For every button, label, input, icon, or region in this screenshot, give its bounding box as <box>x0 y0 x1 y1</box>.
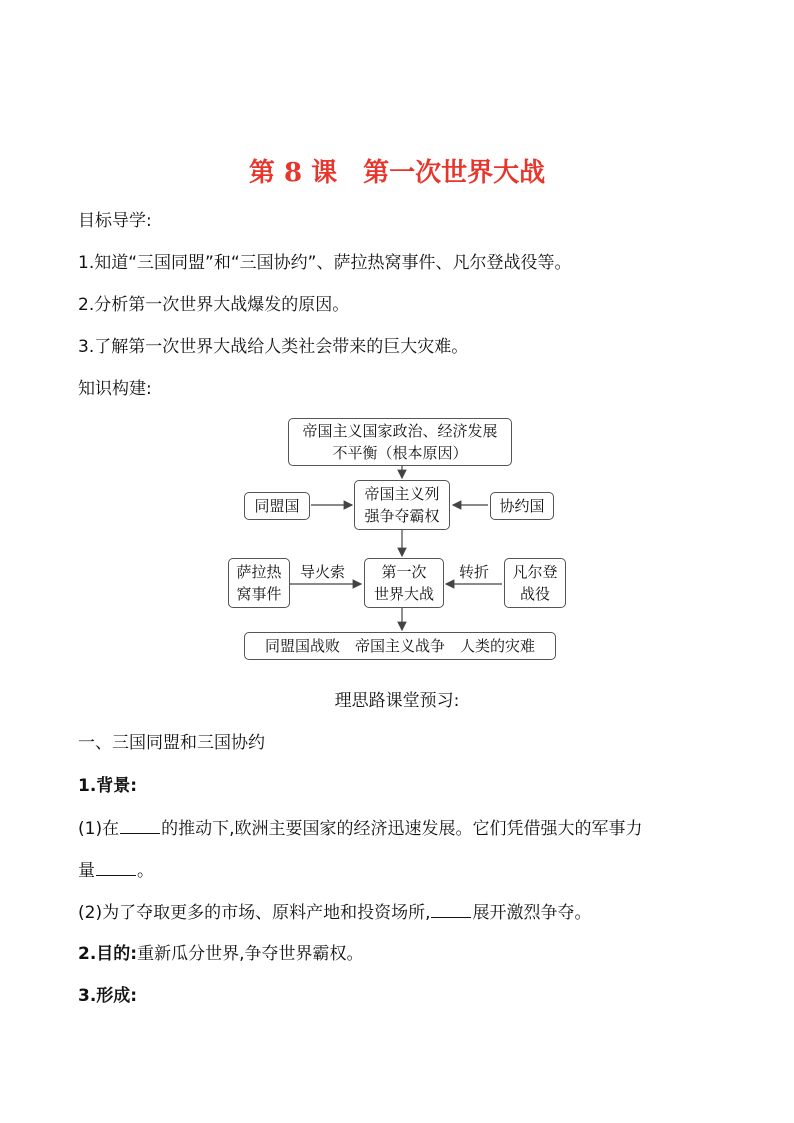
turn-label: 转折 <box>459 563 490 581</box>
central-powers-label: 同盟国 <box>254 497 300 515</box>
p1-text-c: 量 <box>78 861 95 881</box>
entente-label: 协约国 <box>499 497 545 515</box>
ww1-line1: 第一次 <box>381 563 427 581</box>
purpose-label: 2.目的: <box>78 944 138 964</box>
goals-heading: 目标导学: <box>78 211 152 231</box>
fill-blank[interactable] <box>120 817 160 834</box>
rivalry-line1: 帝国主义列 <box>364 485 440 503</box>
root-cause-box <box>288 418 512 466</box>
background-label: 1.背景: <box>78 776 138 796</box>
verdun-line2: 战役 <box>519 585 550 603</box>
root-cause-line2: 不平衡（根本原因） <box>332 444 468 462</box>
entente-box <box>490 492 554 520</box>
paragraph-1 <box>78 817 643 840</box>
rivalry-box <box>354 480 450 530</box>
p1-text-a: (1)在 <box>78 819 120 839</box>
fill-blank[interactable] <box>96 859 136 876</box>
p1-text-b: 的推动下,欧洲主要国家的经济迅速发展。它们凭借强大的军事力 <box>161 819 643 839</box>
verdun-box <box>504 558 566 608</box>
sarajevo-line2: 窝事件 <box>236 585 282 603</box>
p1-text-d: 。 <box>137 861 154 881</box>
purpose-text: 重新瓜分世界,争夺世界霸权。 <box>137 944 364 964</box>
goal-item: 3.了解第一次世界大战给人类社会带来的巨大灾难。 <box>78 337 469 357</box>
section-heading: 一、三国同盟和三国协约 <box>78 733 265 753</box>
lesson-title: 第 8 课 第一次世界大战 <box>248 158 546 188</box>
p2-text-a: (2)为了夺取更多的市场、原料产地和投资场所, <box>78 903 431 923</box>
root-cause-line1: 帝国主义国家政治、经济发展 <box>302 422 498 440</box>
paragraph-2 <box>78 901 591 924</box>
goal-item: 1.知道“三国同盟”和“三国协约”、萨拉热窝事件、凡尔登战役等。 <box>78 253 572 273</box>
central-powers-box <box>244 492 310 520</box>
sarajevo-line1: 萨拉热 <box>236 563 282 581</box>
paragraph-1-cont <box>78 859 154 882</box>
verdun-line1: 凡尔登 <box>512 563 558 581</box>
fill-blank[interactable] <box>431 901 471 918</box>
formation-label: 3.形成: <box>78 986 138 1006</box>
knowledge-diagram <box>0 410 794 670</box>
rivalry-line2: 强争夺霸权 <box>364 507 440 525</box>
knowledge-heading: 知识构建: <box>78 379 152 399</box>
p2-text-b: 展开激烈争夺。 <box>472 903 592 923</box>
outcome-label: 同盟国战败 帝国主义战争 人类的灾难 <box>264 637 535 655</box>
outcome-box <box>244 632 556 660</box>
purpose-line <box>78 943 364 965</box>
ww1-line2: 世界大战 <box>373 585 434 603</box>
sarajevo-box <box>228 558 290 608</box>
fuse-label: 导火索 <box>300 563 346 581</box>
preview-heading: 理思路课堂预习: <box>334 691 460 711</box>
ww1-box <box>364 558 444 608</box>
goal-item: 2.分析第一次世界大战爆发的原因。 <box>78 295 350 315</box>
